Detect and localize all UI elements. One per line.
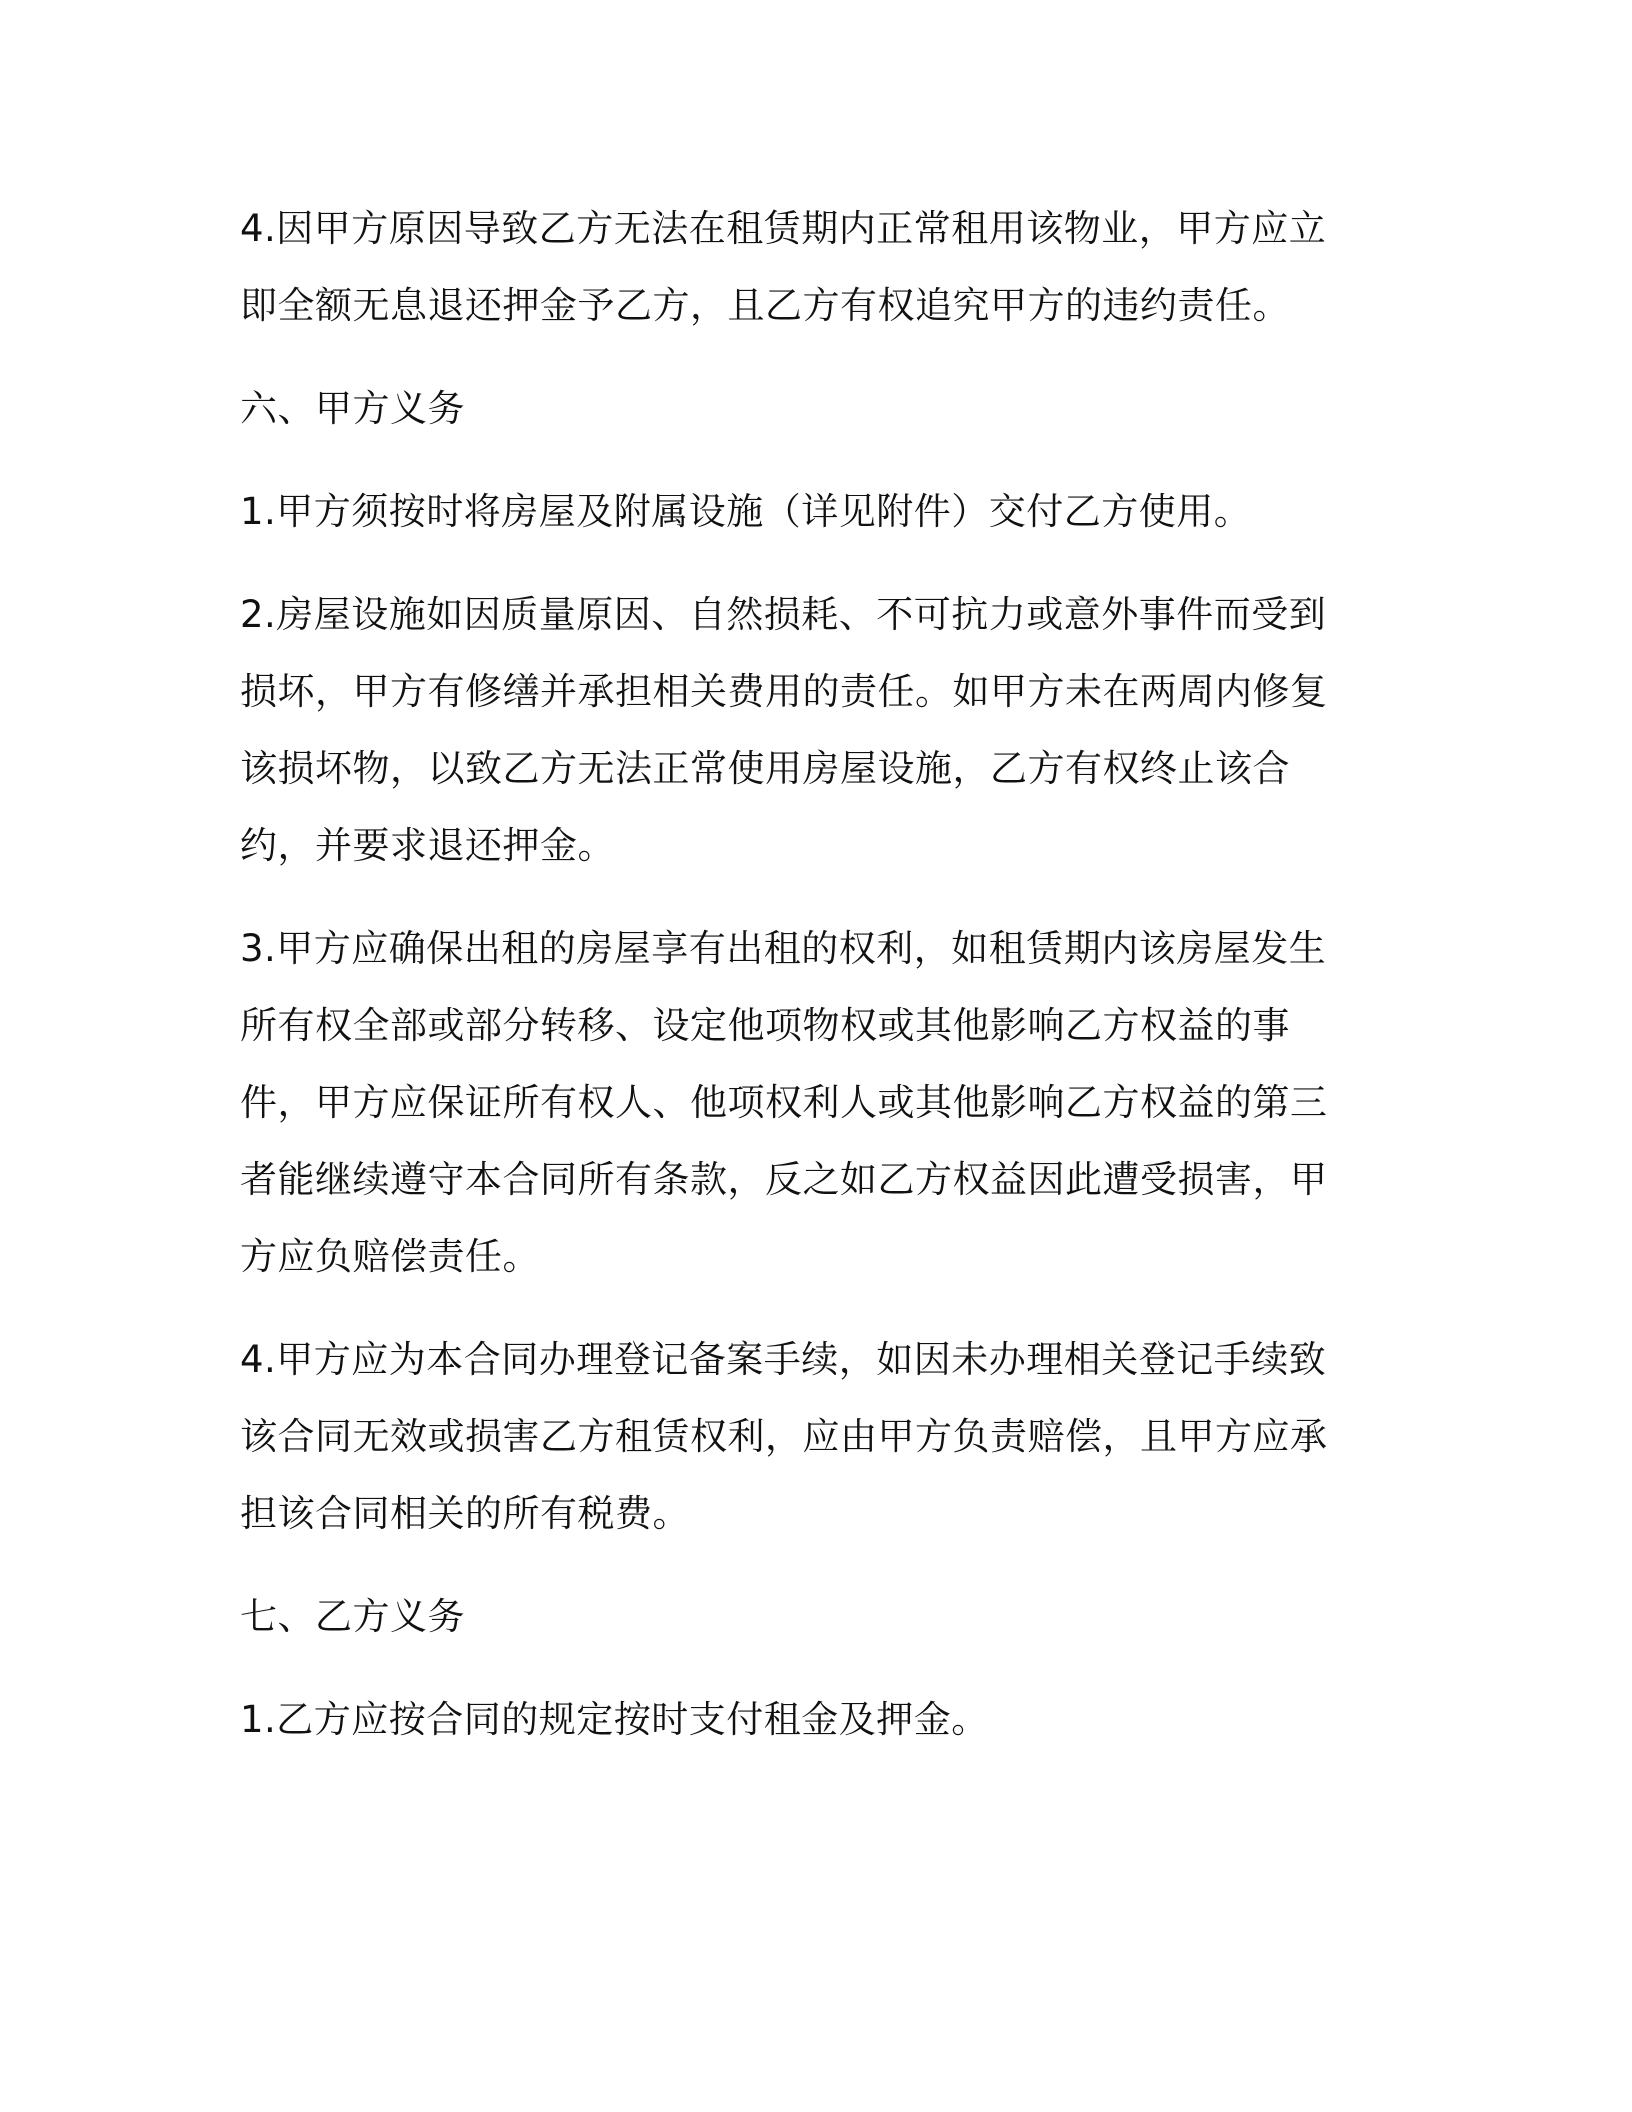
clause-6-2: 2.房屋设施如因质量原因、自然损耗、不可抗力或意外事件而受到损坏，甲方有修缮并承担相关费用的责任。如甲方未在两周内修复该损坏物，以致乙方无法正常使用房屋设施，乙方有权终止该合约，并要求退还押金。 [240, 593, 1328, 867]
document-page [240, 190, 1360, 1784]
clause-6-3: 3.甲方应确保出租的房屋享有出租的权利，如租赁期内该房屋发生所有权全部或部分转移、设定他项物权或其他影响乙方权益的事件，甲方应保证所有权人、他项权利人或其他影响乙方权益的第三者能继续遵守本合同所有条款，反之如乙方权益因此遭受损害，甲方应负赔偿责任。 [240, 927, 1328, 1278]
clause-6-1: 1.甲方须按时将房屋及附属设施（详见附件）交付乙方使用。 [240, 490, 1252, 533]
section-heading-6: 六、甲方义务 [240, 387, 465, 430]
clause-7-1: 1.乙方应按合同的规定按时支付租金及押金。 [240, 1698, 989, 1741]
clause-6-4: 4.甲方应为本合同办理登记备案手续，如因未办理相关登记手续致该合同无效或损害乙方租赁权利，应由甲方负责赔偿，且甲方应承担该合同相关的所有税费。 [240, 1338, 1328, 1535]
clause-5-4: 4.因甲方原因导致乙方无法在租赁期内正常租用该物业，甲方应立即全额无息退还押金予乙方，且乙方有权追究甲方的违约责任。 [240, 207, 1327, 327]
section-heading-7: 七、乙方义务 [240, 1595, 465, 1638]
